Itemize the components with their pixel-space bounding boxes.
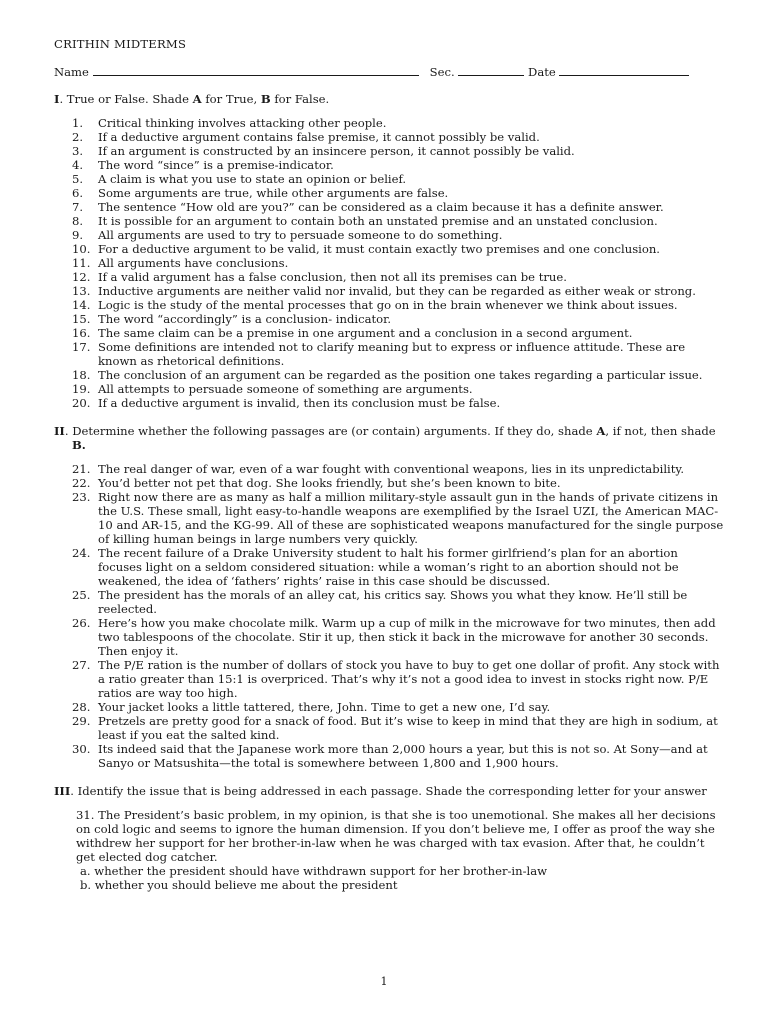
- question-number: 22.: [72, 476, 91, 490]
- question-text: Here’s how you make chocolate milk. Warm up a cup of milk in the microwave for two minutes, then add two tablespoons of the chocolate. Stir it up, then stick it back in the microwave for another 30 seconds. Then enjoy it.: [98, 616, 716, 658]
- question-number: 27.: [72, 658, 91, 672]
- question-number: 4.: [72, 158, 84, 172]
- question-31-passage: 31. The President’s basic problem, in my opinion, is that she is too unemotional. She makes all her decisions on cold logic and seems to ignore the human dimension. If you don’t believe me, I offer as proof the way she withdrew her support for her brother-in-law when he was charged with tax evasion. After that, he couldn’t get elected dog catcher.: [76, 808, 716, 864]
- question-item: [54, 298, 724, 312]
- question-number: 24.: [72, 546, 91, 560]
- question-number: 16.: [72, 326, 91, 340]
- question-number: 28.: [72, 700, 91, 714]
- section-1-items: [54, 116, 724, 410]
- question-item: [54, 588, 724, 616]
- question-text: Critical thinking involves attacking other people.: [98, 116, 387, 130]
- question-text: It is possible for an argument to contain both an unstated premise and an unstated conclusion.: [98, 214, 658, 228]
- question-text: The president has the morals of an alley cat, his critics say. Shows you what they know. He’ll still be reelected.: [98, 588, 688, 616]
- question-number: 10.: [72, 242, 91, 256]
- question-item: [54, 312, 724, 326]
- question-item: [54, 368, 724, 382]
- question-number: 9.: [72, 228, 84, 242]
- question-item: [54, 158, 724, 172]
- date-blank[interactable]: [559, 65, 689, 76]
- question-item: [54, 228, 724, 242]
- question-number: 15.: [72, 312, 91, 326]
- question-item: [54, 186, 724, 200]
- section-2-heading: II. Determine whether the following passages are (or contain) arguments. If they do, shade A, if not, then shade B.: [54, 424, 716, 452]
- question-number: 20.: [72, 396, 91, 410]
- question-text: The recent failure of a Drake University student to halt his former girlfriend’s plan for an abortion focuses light on a seldom considered situation: while a woman’s right to an abortion should not be weakened, the idea of ‘fathers’ rights’ raise in this case should be discussed.: [98, 546, 679, 588]
- question-text: For a deductive argument to be valid, it must contain exactly two premises and one conclusion.: [98, 242, 660, 256]
- question-number: 6.: [72, 186, 84, 200]
- question-number: 3.: [72, 144, 84, 158]
- section-2-items: [54, 462, 724, 770]
- question-number: 17.: [72, 340, 91, 354]
- question-number: 21.: [72, 462, 91, 476]
- question-number: 23.: [72, 490, 91, 504]
- question-item: [54, 476, 724, 490]
- question-text: The real danger of war, even of a war fought with conventional weapons, lies in its unpredictability.: [98, 462, 685, 476]
- question-item: [54, 200, 724, 214]
- question-item: [54, 462, 724, 476]
- section-3-heading: III. Identify the issue that is being addressed in each passage. Shade the corresponding letter for your answer: [54, 784, 707, 798]
- question-text: All arguments are used to try to persuade someone to do something.: [98, 228, 503, 242]
- question-item: [54, 340, 724, 368]
- question-text: Logic is the study of the mental processes that go on in the brain whenever we think about issues.: [98, 298, 678, 312]
- sec-blank[interactable]: [458, 65, 524, 76]
- name-blank[interactable]: [93, 65, 419, 76]
- header-fields: [54, 65, 724, 79]
- question-text: If a valid argument has a false conclusion, then not all its premises can be true.: [98, 270, 567, 284]
- question-item: [54, 116, 724, 130]
- question-text: All arguments have conclusions.: [98, 256, 289, 270]
- question-number: 25.: [72, 588, 91, 602]
- question-text: Some definitions are intended not to clarify meaning but to express or influence attitude. These are known as rhetorical definitions.: [98, 340, 686, 368]
- question-item: [54, 546, 724, 588]
- question-item: [54, 714, 724, 742]
- question-text: Right now there are as many as half a million military-style assault gun in the hands of private citizens in the U.S. These small, light easy-to-handle weapons are exemplified by the Israel UZI, the American MAC-10 and AR-15, and the KG-99. All of these are sophisticated weapons manufactured for the single purpose of killing human beings in large numbers very quickly.: [98, 490, 724, 546]
- question-item: [54, 742, 724, 770]
- question-text: All attempts to persuade someone of something are arguments.: [98, 382, 473, 396]
- question-number: 29.: [72, 714, 91, 728]
- question-number: 30.: [72, 742, 91, 756]
- question-number: 7.: [72, 200, 84, 214]
- question-number: 14.: [72, 298, 91, 312]
- name-label: Name: [54, 65, 89, 79]
- question-text: If a deductive argument contains false premise, it cannot possibly be valid.: [98, 130, 540, 144]
- question-text: If a deductive argument is invalid, then its conclusion must be false.: [98, 396, 501, 410]
- question-number: 12.: [72, 270, 91, 284]
- exam-page: [54, 37, 724, 892]
- choice-b[interactable]: b. whether you should believe me about the president: [80, 878, 398, 892]
- question-item: [54, 144, 724, 158]
- question-text: The same claim can be a premise in one argument and a conclusion in a second argument.: [98, 326, 633, 340]
- question-item: [54, 658, 724, 700]
- question-item: [54, 616, 724, 658]
- question-item: [54, 256, 724, 270]
- question-item: [54, 270, 724, 284]
- question-text: If an argument is constructed by an insincere person, it cannot possibly be valid.: [98, 144, 575, 158]
- question-text: Your jacket looks a little tattered, there, John. Time to get a new one, I’d say.: [98, 700, 551, 714]
- question-text: Its indeed said that the Japanese work more than 2,000 hours a year, but this is not so. At Sony—and at Sanyo or Matsushita—the total is somewhere between 1,800 and 1,900 hours.: [98, 742, 708, 770]
- question-text: The sentence “How old are you?” can be considered as a claim because it has a definite answer.: [98, 200, 664, 214]
- question-item: [54, 326, 724, 340]
- question-text: The conclusion of an argument can be regarded as the position one takes regarding a particular issue.: [98, 368, 703, 382]
- sec-label: Sec.: [429, 65, 455, 79]
- page-number: 1: [380, 975, 388, 988]
- section-3-body: [54, 808, 724, 892]
- question-item: [54, 396, 724, 410]
- question-text: Some arguments are true, while other arguments are false.: [98, 186, 449, 200]
- question-item: [54, 214, 724, 228]
- question-text: Inductive arguments are neither valid nor invalid, but they can be regarded as either weak or strong.: [98, 284, 696, 298]
- question-number: 26.: [72, 616, 91, 630]
- question-item: [54, 284, 724, 298]
- question-text: You’d better not pet that dog. She looks friendly, but she’s been known to bite.: [98, 476, 561, 490]
- question-number: 1.: [72, 116, 84, 130]
- date-label: Date: [528, 65, 556, 79]
- question-text: The word “accordingly” is a conclusion- indicator.: [98, 312, 392, 326]
- question-text: The P/E ration is the number of dollars of stock you have to buy to get one dollar of profit. Any stock with a ratio greater than 15:1 is overpriced. That’s why it’s not a good idea to invest in stocks right now. P/E ratios are way too high.: [98, 658, 720, 700]
- question-number: 2.: [72, 130, 84, 144]
- question-item: [54, 382, 724, 396]
- question-item: [54, 242, 724, 256]
- question-number: 8.: [72, 214, 84, 228]
- question-number: 18.: [72, 368, 91, 382]
- question-text: Pretzels are pretty good for a snack of food. But it’s wise to keep in mind that they are high in sodium, at least if you eat the salted kind.: [98, 714, 718, 742]
- question-text: A claim is what you use to state an opinion or belief.: [98, 172, 407, 186]
- question-number: 19.: [72, 382, 91, 396]
- section-1-heading: I. True or False. Shade A for True, B for False.: [54, 92, 330, 106]
- question-number: 13.: [72, 284, 91, 298]
- question-number: 5.: [72, 172, 84, 186]
- question-number: 11.: [72, 256, 91, 270]
- choice-a[interactable]: a. whether the president should have withdrawn support for her brother-in-law: [80, 864, 548, 878]
- question-item: [54, 700, 724, 714]
- exam-title: CRITHIN MIDTERMS: [54, 37, 187, 51]
- question-text: The word “since” is a premise-indicator.: [98, 158, 334, 172]
- question-item: [54, 172, 724, 186]
- question-item: [54, 490, 724, 546]
- question-item: [54, 130, 724, 144]
